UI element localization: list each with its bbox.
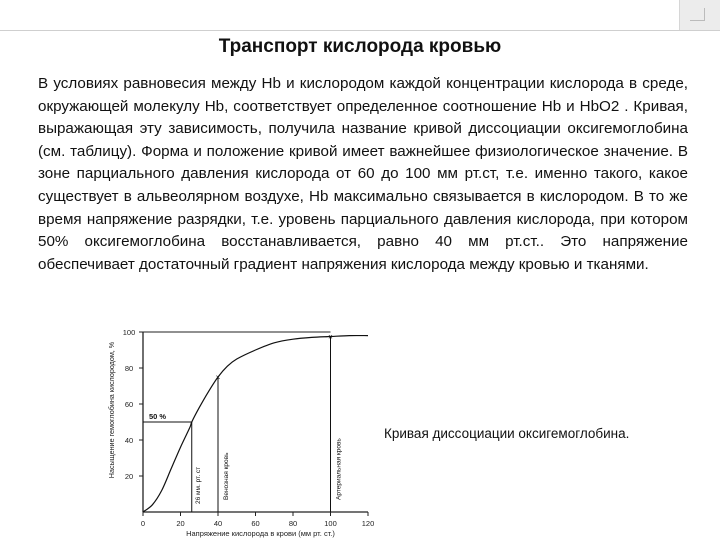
slide-corner-decoration — [679, 0, 720, 30]
x-tick-label: 0 — [140, 519, 146, 528]
x-tick-label: 100 — [324, 519, 337, 528]
venous-marker: × — [215, 373, 221, 382]
venous-label: Венозная кровь — [223, 452, 230, 500]
y-tick-label: 40 — [124, 436, 134, 445]
y-tick-label: 100 — [122, 328, 136, 337]
p50-label: 26 мм. рт. ст — [194, 466, 202, 504]
chart-caption: Кривая диссоциации оксигемоглобина. — [384, 426, 630, 441]
body-paragraph: В условиях равновесия между Hb и кислородом каждой концентрации кислорода в среде, окружающей молекулу Hb, соответствует определенное соотношение Hb и HbO2 . Кривая, выражающая эту зависимость, получила название кривой диссоциации оксигемоглобина (см. таблицу). Форма и положение кривой имеет важнейшее физиологическое значение. В зоне парциального давления кислорода от 60 до 100 мм рт.ст, т.е. именно такого, какое существует в альвеолярном воздухе, Hb максимально связывается в кислородом. В то же время напряжение разрядки, т.е. уровень парциального давления кислорода, при котором 50% оксигемоглобина восстанавливается, равно 40 мм рт.ст.. Это напряжение обеспечивает достаточный градиент напряжения кислорода между кровью и тканями. — [38, 75, 688, 273]
y-axis-title: Насыщение гемоглобина кислородом, % — [107, 341, 116, 479]
arterial-marker: × — [328, 332, 333, 342]
fifty-percent-label: 50 % — [149, 412, 167, 421]
x-tick-label: 120 — [361, 519, 375, 528]
arterial-label: Артериальная кровь — [335, 438, 343, 500]
x-tick-label: 20 — [176, 519, 185, 528]
y-tick-label: 20 — [124, 472, 134, 481]
x-axis-title: Напряжение кислорода в крови (мм рт. ст.) — [186, 529, 335, 538]
x-tick-label: 60 — [251, 519, 260, 528]
x-tick-label: 40 — [213, 519, 223, 528]
y-tick-label: 80 — [124, 364, 134, 373]
x-tick-label: 80 — [288, 519, 298, 528]
dissociation-curve — [143, 336, 368, 512]
top-divider — [0, 30, 720, 31]
y-tick-label: 60 — [124, 400, 134, 409]
slide-title: Транспорт кислорода кровью — [218, 36, 502, 57]
